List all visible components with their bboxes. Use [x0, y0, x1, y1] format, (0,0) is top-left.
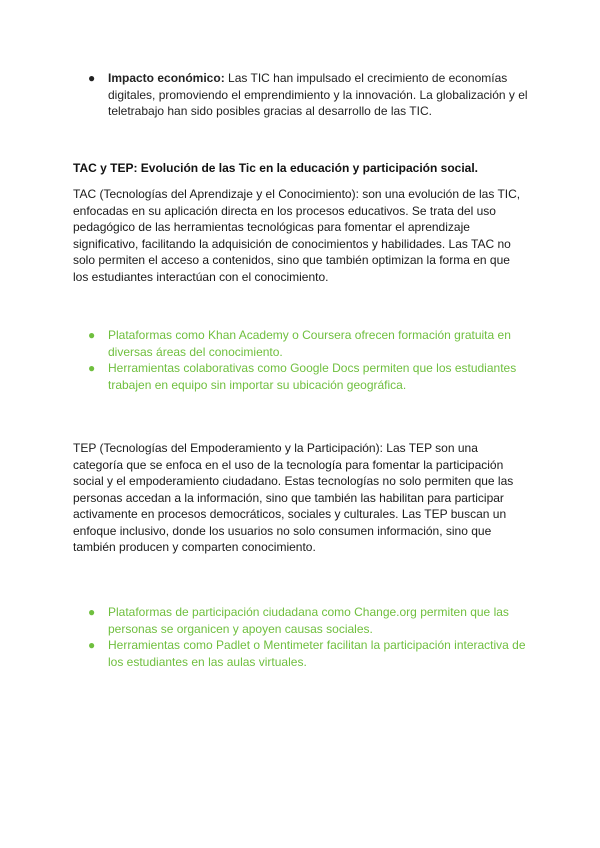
bullet-icon: ●: [88, 605, 96, 619]
bullet-icon: ●: [88, 71, 96, 85]
tep-paragraph: TEP (Tecnologías del Empoderamiento y la Participación): Las TEP son una categoría que se enfoca en el uso de la tecnología para fomentar la participación social y el empoderamiento ciudadano. Estas tecnologías no solo permiten que las personas accedan a la información, sino que también las habilitan para participar activamente en procesos democráticos, sociales y culturales. Las TEP buscan un enfoque inclusivo, donde los usuarios no solo consumen información, sino que también producen y comparten conocimiento.: [73, 441, 514, 554]
impact-text: Las TIC han impulsado el crecimiento de economías digitales, promoviendo el emprendimiento y la innovación. La globalización y el teletrabajo han sido posibles gracias al desarrollo de las TIC.: [108, 71, 528, 118]
impact-label: Impacto económico:: [108, 71, 225, 85]
tac-paragraph: TAC (Tecnologías del Aprendizaje y el Conocimiento): son una evolución de las TIC, enfocadas en su aplicación directa en los procesos educativos. Se trata del uso pedagógico de las herramientas tecnológicas para fomentar el aprendizaje significativo, facilitando la adquisición de conocimientos y habilidades. Las TAC no solo permiten el acceso a contenidos, sino que también optimizan la forma en que los estudiantes interactúan con el conocimiento.: [73, 187, 521, 284]
tep-example-text: Plataformas de participación ciudadana como Change.org permiten que las personas se organicen y apoyen causas sociales.: [108, 605, 509, 636]
bullet-icon: ●: [88, 361, 96, 375]
list-item: [73, 327, 528, 360]
list-item: [73, 604, 528, 637]
tac-example-text: Herramientas colaborativas como Google Docs permiten que los estudiantes trabajen en equipo sin importar su ubicación geográfica.: [108, 361, 517, 392]
impact-list: [73, 70, 528, 120]
tep-examples-list: [73, 604, 528, 670]
tac-examples-list: [73, 327, 528, 393]
tac-example-text: Plataformas como Khan Academy o Coursera ofrecen formación gratuita en diversas áreas del conocimiento.: [108, 328, 511, 359]
bullet-icon: ●: [88, 638, 96, 652]
section-heading: TAC y TEP: Evolución de las Tic en la educación y participación social.: [73, 161, 479, 175]
bullet-icon: ●: [88, 328, 96, 342]
list-item: [73, 637, 528, 670]
tep-example-text: Herramientas como Padlet o Mentimeter facilitan la participación interactiva de los estudiantes en las aulas virtuales.: [108, 638, 526, 669]
list-item: [73, 360, 528, 393]
list-item: [73, 70, 528, 120]
